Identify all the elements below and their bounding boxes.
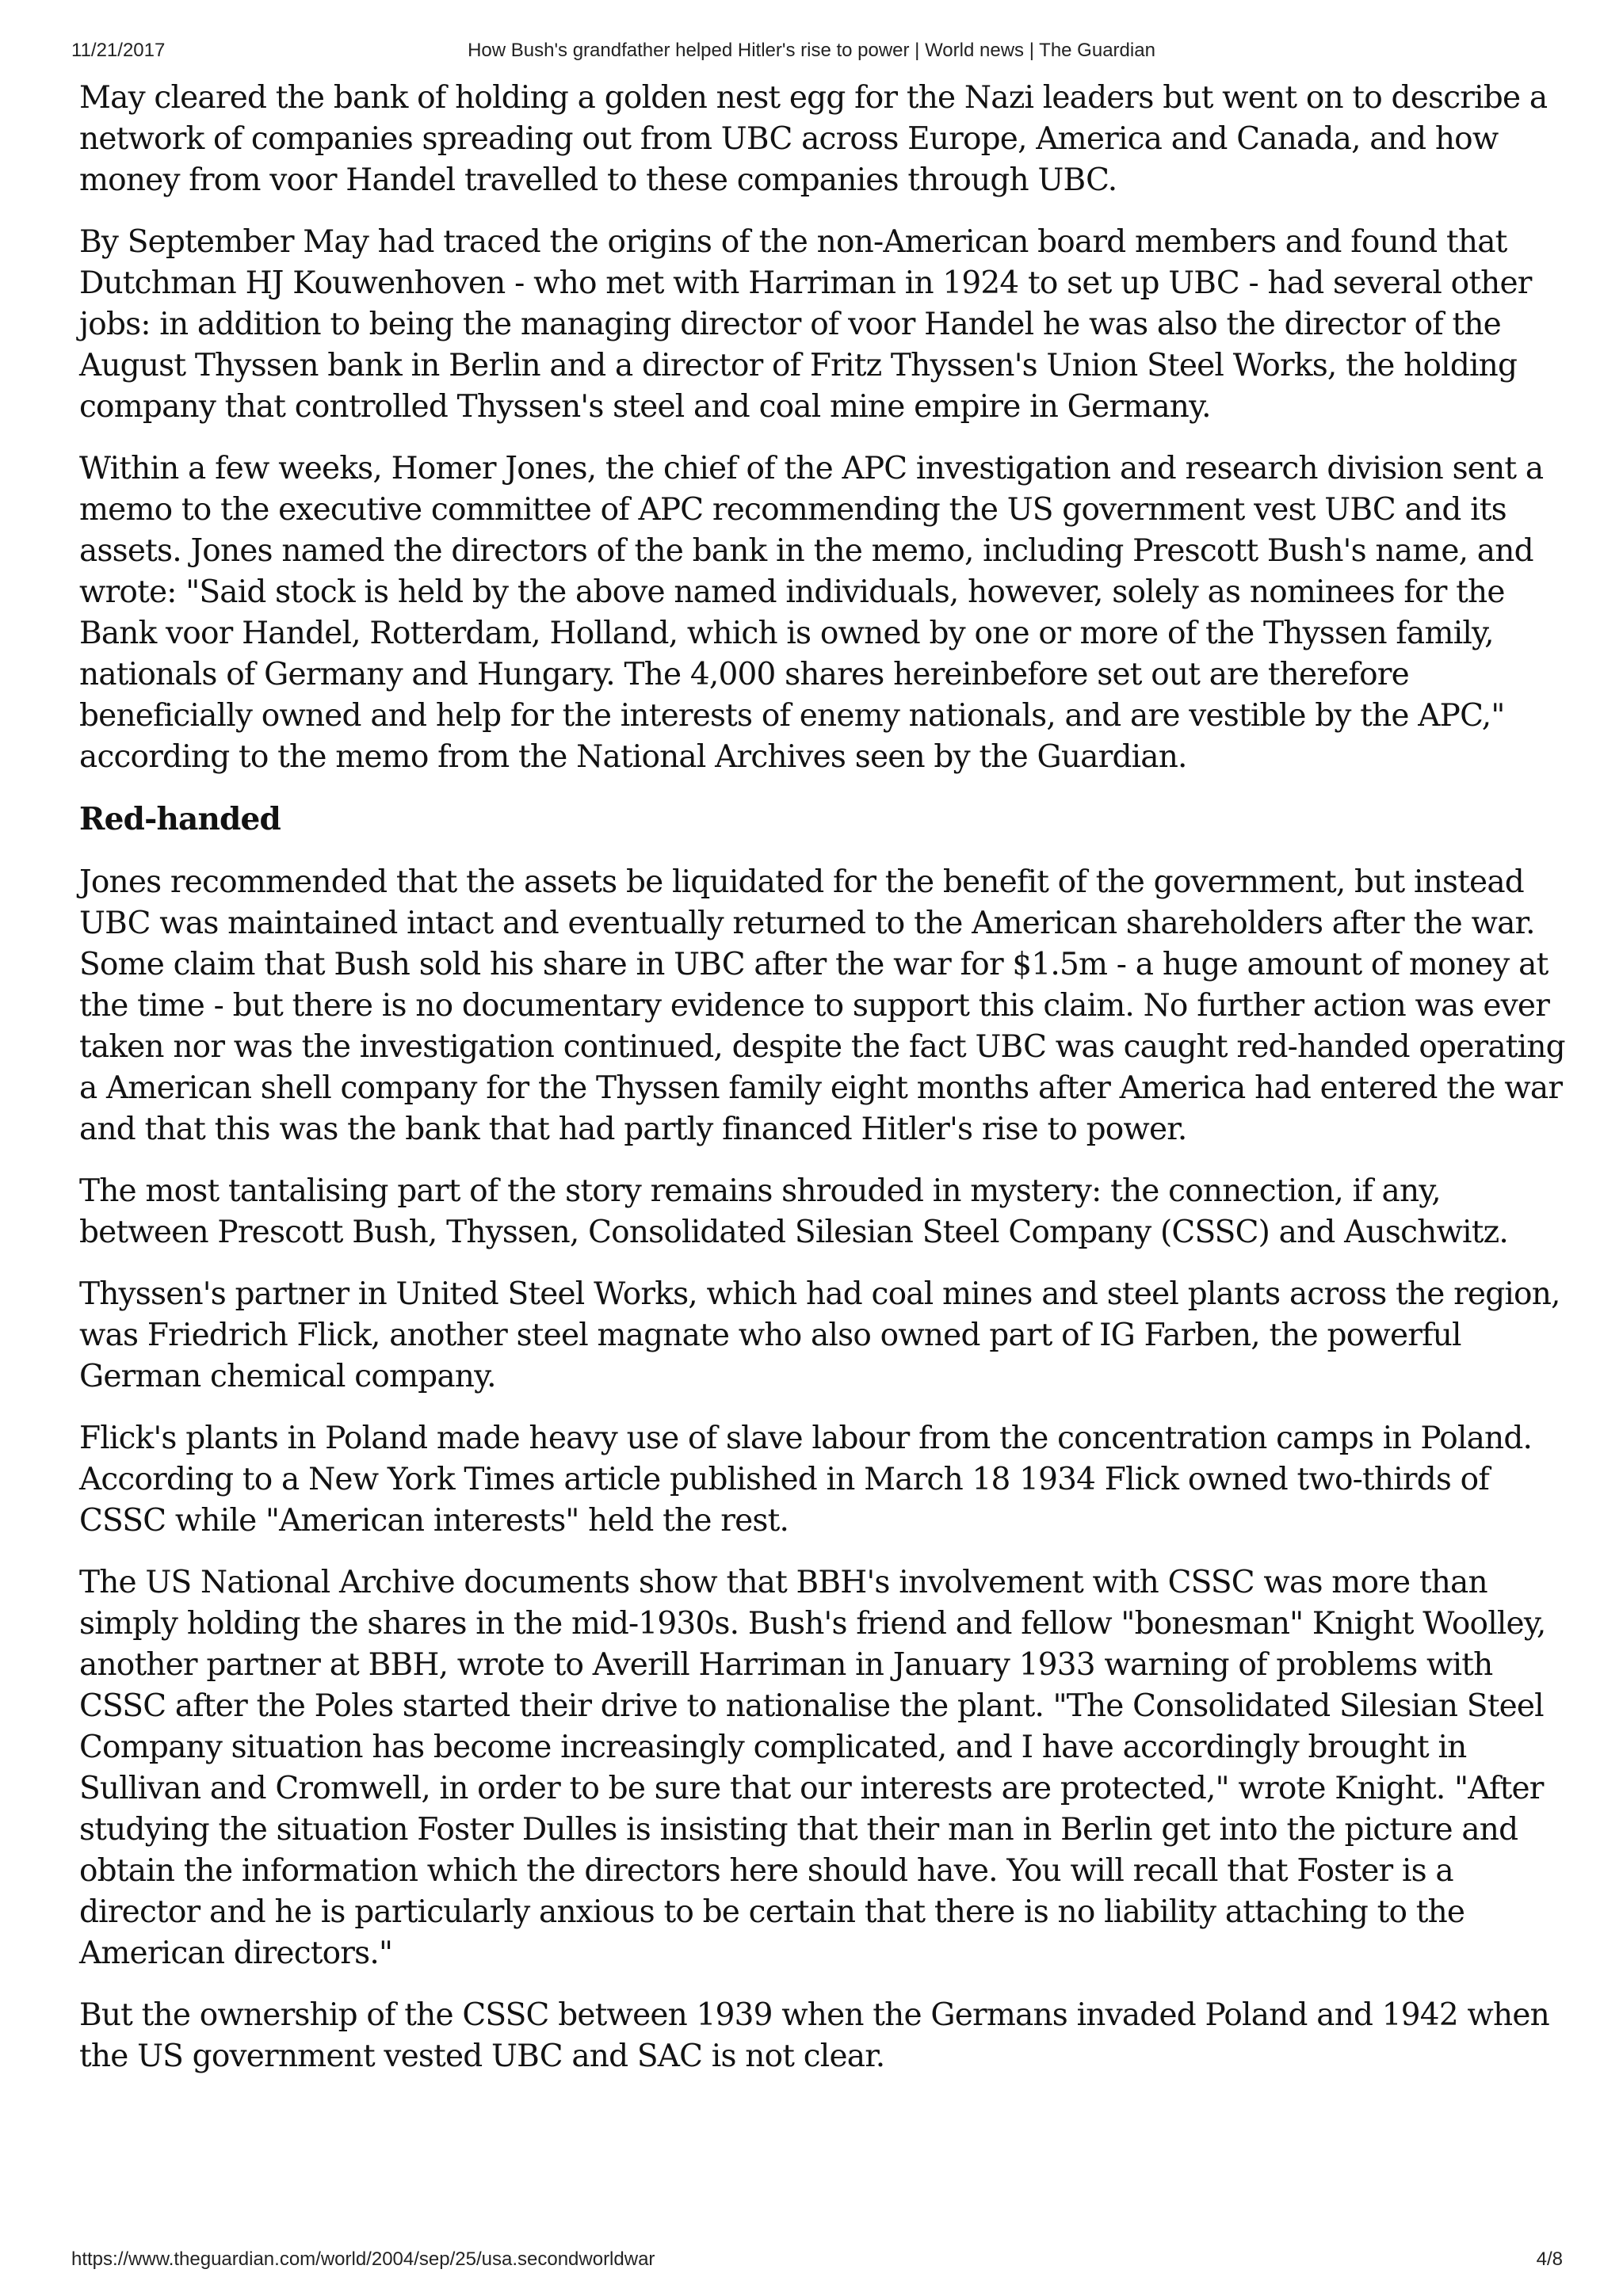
section-subheading: Red-handed	[79, 801, 281, 837]
source-url-link[interactable]: https://www.theguardian.com/world/2004/sep/25/usa.secondworldwar	[71, 2248, 655, 2270]
article-paragraph: The most tantalising part of the story remains shrouded in mystery: the connection, if any, between Prescott Bush, Thyssen, Consolidated Silesian Steel Company (CSSC) and Auschwitz.	[79, 1173, 1508, 1250]
article-paragraph: Flick's plants in Poland made heavy use of slave labour from the concentration camps in Poland. According to a New York Times article published in March 18 1934 Flick owned two-thirds of CSSC while "American interests" held the rest.	[79, 1421, 1533, 1539]
article-paragraph: Thyssen's partner in United Steel Works, which had coal mines and steel plants across the region, was Friedrich Flick, another steel magnate who also owned part of IG Farben, the powerful German chemical company.	[79, 1276, 1560, 1394]
page-number: 4/8	[1536, 2248, 1563, 2270]
article-body	[79, 78, 1569, 2098]
article-paragraph: Within a few weeks, Homer Jones, the chief of the APC investigation and research division sent a memo to the executive committee of APC recommending the US government vest UBC and its assets. Jones named the directors of the bank in the memo, including Prescott Bush's name, and wrote: "Said stock is held by the above named individuals, however, solely as nominees for the Bank voor Handel, Rotterdam, Holland, which is owned by one or more of the Thyssen family, nationals of Germany and Hungary. The 4,000 shares hereinbefore set out are therefore beneficially owned and help for the interests of enemy nationals, and are vestible by the APC," according to the memo from the National Archives seen by the Guardian.	[79, 451, 1544, 775]
article-paragraph: May cleared the bank of holding a golden nest egg for the Nazi leaders but went on to describe a network of companies spreading out from UBC across Europe, America and Canada, and how money from voor Handel travelled to these companies through UBC.	[79, 80, 1548, 198]
article-paragraph: The US National Archive documents show that BBH's involvement with CSSC was more than simply holding the shares in the mid-1930s. Bush's friend and fellow "bonesman" Knight Woolley, another partner at BBH, wrote to Averill Harriman in January 1933 warning of problems with CSSC after the Poles started their drive to nationalise the plant. "The Consolidated Silesian Steel Company situation has become increasingly complicated, and I have accordingly brought in Sullivan and Cromwell, in order to be sure that our interests are protected," wrote Knight. "After studying the situation Foster Dulles is insisting that their man in Berlin get into the picture and obtain the information which the directors here should have. You will recall that Foster is a director and he is particularly anxious to be certain that there is no liability attaching to the American directors."	[79, 1565, 1546, 1971]
article-paragraph: By September May had traced the origins of the non-American board members and found that Dutchman HJ Kouwenhoven - who met with Harriman in 1924 to set up UBC - had several other jobs: in addition to being the managing director of voor Handel he was also the director of the August Thyssen bank in Berlin and a director of Fritz Thyssen's Union Steel Works, the holding company that controlled Thyssen's steel and coal mine empire in Germany.	[79, 224, 1532, 425]
print-page-title: How Bush's grandfather helped Hitler's rise to power | World news | The Guardian	[468, 40, 1155, 61]
print-date: 11/21/2017	[71, 40, 166, 61]
article-paragraph: But the ownership of the CSSC between 1939 when the Germans invaded Poland and 1942 when the US government vested UBC and SAC is not clear.	[79, 1997, 1549, 2074]
print-header	[0, 40, 1623, 68]
article-paragraph: Jones recommended that the assets be liquidated for the benefit of the government, but instead UBC was maintained intact and eventually returned to the American shareholders after the war. Some claim that Bush sold his share in UBC after the war for $1.5m - a huge amount of money at the time - but there is no documentary evidence to support this claim. No further action was ever taken nor was the investigation continued, despite the fact UBC was caught red-handed operating a American shell company for the Thyssen family eight months after America had entered the war and that this was the bank that had partly financed Hitler's rise to power.	[79, 864, 1565, 1147]
print-footer	[0, 2248, 1623, 2277]
